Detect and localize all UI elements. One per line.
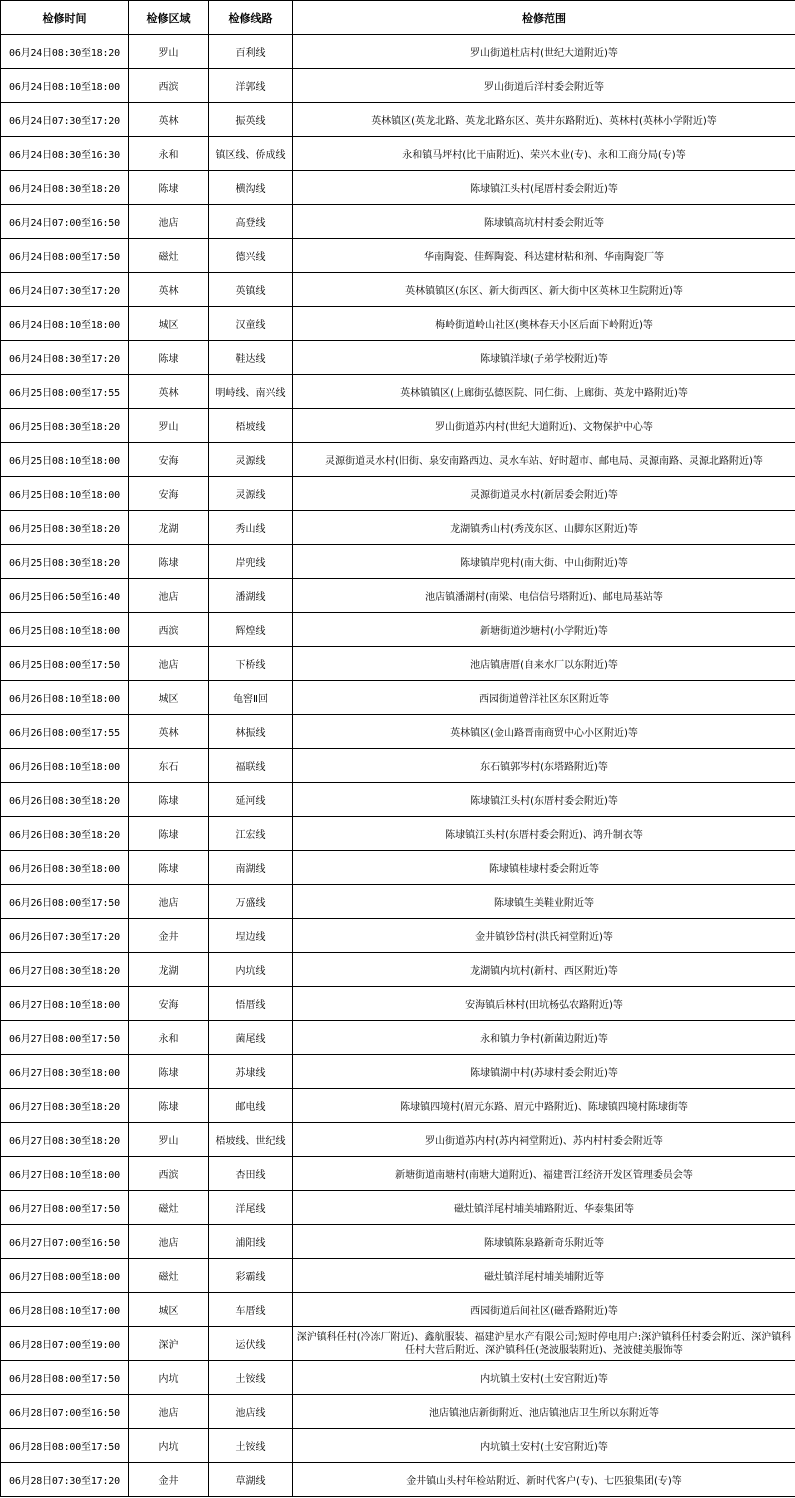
area-cell: 英林 [129,103,209,137]
time-cell: 06月24日08:10至18:00 [1,69,129,103]
time-cell: 06月26日08:00至17:50 [1,885,129,919]
table-row [1,681,795,715]
range-cell: 英林镇镇区(东区、新大街西区、新大街中区英林卫生院附近)等 [293,273,795,307]
range-cell: 龙湖镇秀山村(秀茂东区、山脚东区附近)等 [293,511,795,545]
table-row [1,477,795,511]
area-cell: 金井 [129,1463,209,1497]
area-cell: 东石 [129,749,209,783]
time-cell: 06月28日08:10至17:00 [1,1293,129,1327]
time-cell: 06月27日08:00至17:50 [1,1191,129,1225]
table-row [1,171,795,205]
range-cell: 内坑镇土安村(土安宫附近)等 [293,1429,795,1463]
time-cell: 06月25日08:30至18:20 [1,409,129,443]
range-cell: 西园街道曾洋社区东区附近等 [293,681,795,715]
area-cell: 磁灶 [129,1191,209,1225]
table-row [1,885,795,919]
range-cell: 新塘街道南塘村(南塘大道附近)、福建晋江经济开发区管理委员会等 [293,1157,795,1191]
area-cell: 池店 [129,579,209,613]
range-cell: 安海镇后林村(田坑杨弘农路附近)等 [293,987,795,1021]
range-cell: 英林镇区(金山路晋南商贸中心小区附近)等 [293,715,795,749]
area-cell: 陈埭 [129,783,209,817]
table-row [1,545,795,579]
line-cell: 悟厝线 [209,987,293,1021]
line-cell: 梧坡线 [209,409,293,443]
time-cell: 06月24日08:00至17:50 [1,239,129,273]
table-row [1,953,795,987]
range-cell: 陈埭镇桂埭村委会附近等 [293,851,795,885]
time-cell: 06月27日08:10至18:00 [1,987,129,1021]
table-row [1,1021,795,1055]
range-cell: 罗山街道苏内村(世纪大道附近)、文物保护中心等 [293,409,795,443]
line-cell: 英镇线 [209,273,293,307]
range-cell: 英林镇镇区(上廊街弘德医院、同仁街、上廊街、英龙中路附近)等 [293,375,795,409]
line-cell: 明峙线、南兴线 [209,375,293,409]
range-cell: 磁灶镇洋尾村埔美埔路附近、华泰集团等 [293,1191,795,1225]
time-cell: 06月24日07:00至16:50 [1,205,129,239]
time-cell: 06月27日08:10至18:00 [1,1157,129,1191]
time-cell: 06月28日07:00至16:50 [1,1395,129,1429]
line-cell: 林振线 [209,715,293,749]
range-cell: 金井镇钞岱村(洪氏祠堂附近)等 [293,919,795,953]
line-cell: 高登线 [209,205,293,239]
line-cell: 鞋达线 [209,341,293,375]
time-cell: 06月27日08:30至18:20 [1,953,129,987]
range-cell: 灵源街道灵水村(新居委会附近)等 [293,477,795,511]
line-cell: 下桥线 [209,647,293,681]
table-row [1,715,795,749]
time-cell: 06月25日08:10至18:00 [1,613,129,647]
range-cell: 罗山街道杜店村(世纪大道附近)等 [293,35,795,69]
table-row [1,69,795,103]
range-cell: 陈埭镇岸兜村(南大街、中山街附近)等 [293,545,795,579]
line-cell: 灵源线 [209,477,293,511]
area-cell: 池店 [129,1225,209,1259]
range-cell: 灵源街道灵水村(旧街、泉安南路西边、灵水车站、好时超市、邮电局、灵源南路、灵源北路附近)等 [293,443,795,477]
table-row [1,749,795,783]
time-cell: 06月27日08:00至18:00 [1,1259,129,1293]
area-cell: 池店 [129,647,209,681]
range-cell: 陈埭镇洋埭(子弟学校附近)等 [293,341,795,375]
area-cell: 龙湖 [129,953,209,987]
table-row [1,1055,795,1089]
range-cell: 金井镇山头村年检站附近、新时代客户(专)、七匹狼集团(专)等 [293,1463,795,1497]
line-cell: 运伏线 [209,1327,293,1361]
area-cell: 内坑 [129,1361,209,1395]
table-row [1,137,795,171]
area-cell: 内坑 [129,1429,209,1463]
table-row [1,647,795,681]
table-row [1,579,795,613]
header-line: 检修线路 [209,1,293,35]
line-cell: 灵源线 [209,443,293,477]
time-cell: 06月28日07:30至17:20 [1,1463,129,1497]
range-cell: 永和镇马坪村(比干庙附近)、荣兴木业(专)、永和工商分局(专)等 [293,137,795,171]
line-cell: 苏埭线 [209,1055,293,1089]
line-cell: 秀山线 [209,511,293,545]
line-cell: 土铵线 [209,1361,293,1395]
area-cell: 磁灶 [129,239,209,273]
line-cell: 辉煌线 [209,613,293,647]
time-cell: 06月25日08:10至18:00 [1,443,129,477]
area-cell: 永和 [129,1021,209,1055]
range-cell: 池店镇唐厝(自来水厂以东附近)等 [293,647,795,681]
time-cell: 06月24日08:30至18:20 [1,171,129,205]
time-cell: 06月27日08:30至18:00 [1,1055,129,1089]
table-row [1,1191,795,1225]
range-cell: 陈埭镇江头村(尾厝村委会附近)等 [293,171,795,205]
area-cell: 英林 [129,273,209,307]
line-cell: 车厝线 [209,1293,293,1327]
time-cell: 06月25日08:00至17:50 [1,647,129,681]
time-cell: 06月28日08:00至17:50 [1,1361,129,1395]
table-header-row [1,1,795,35]
area-cell: 陈埭 [129,545,209,579]
table-row [1,35,795,69]
line-cell: 万盛线 [209,885,293,919]
table-row [1,443,795,477]
table-row [1,273,795,307]
time-cell: 06月24日08:30至18:20 [1,35,129,69]
line-cell: 潘湖线 [209,579,293,613]
table-row [1,341,795,375]
time-cell: 06月26日08:10至18:00 [1,749,129,783]
table-row [1,987,795,1021]
line-cell: 洋郭线 [209,69,293,103]
table-row [1,851,795,885]
line-cell: 洋尾线 [209,1191,293,1225]
time-cell: 06月25日08:30至18:20 [1,511,129,545]
line-cell: 邮电线 [209,1089,293,1123]
line-cell: 横沟线 [209,171,293,205]
range-cell: 东石镇郭岑村(东塔路附近)等 [293,749,795,783]
time-cell: 06月26日07:30至17:20 [1,919,129,953]
header-range: 检修范围 [293,1,795,35]
time-cell: 06月26日08:10至18:00 [1,681,129,715]
table-row [1,919,795,953]
area-cell: 城区 [129,307,209,341]
area-cell: 深沪 [129,1327,209,1361]
area-cell: 安海 [129,987,209,1021]
area-cell: 磁灶 [129,1259,209,1293]
area-cell: 陈埭 [129,1089,209,1123]
line-cell: 福联线 [209,749,293,783]
area-cell: 陈埭 [129,817,209,851]
time-cell: 06月26日08:30至18:20 [1,783,129,817]
table-row [1,783,795,817]
area-cell: 陈埭 [129,341,209,375]
area-cell: 英林 [129,715,209,749]
time-cell: 06月25日08:10至18:00 [1,477,129,511]
table-row [1,511,795,545]
area-cell: 池店 [129,1395,209,1429]
table-row [1,1395,795,1429]
table-row [1,1089,795,1123]
area-cell: 龙湖 [129,511,209,545]
range-cell: 新塘街道沙塘村(小学附近)等 [293,613,795,647]
time-cell: 06月25日08:30至18:20 [1,545,129,579]
table-body [1,35,795,1497]
time-cell: 06月24日08:30至16:30 [1,137,129,171]
area-cell: 罗山 [129,35,209,69]
range-cell: 池店镇潘湖村(南梁、电信信号塔附近)、邮电局基站等 [293,579,795,613]
range-cell: 西园街道后间社区(磁香路附近)等 [293,1293,795,1327]
time-cell: 06月28日08:00至17:50 [1,1429,129,1463]
range-cell: 华南陶瓷、佳辉陶瓷、科达建材粘和剂、华南陶瓷厂等 [293,239,795,273]
time-cell: 06月28日07:00至19:00 [1,1327,129,1361]
table-row [1,1225,795,1259]
area-cell: 金井 [129,919,209,953]
range-cell: 罗山街道苏内村(苏内祠堂附近)、苏内村村委会附近等 [293,1123,795,1157]
line-cell: 江宏线 [209,817,293,851]
line-cell: 内坑线 [209,953,293,987]
time-cell: 06月25日06:50至16:40 [1,579,129,613]
time-cell: 06月26日08:30至18:20 [1,817,129,851]
area-cell: 罗山 [129,1123,209,1157]
area-cell: 罗山 [129,409,209,443]
table-row [1,817,795,851]
range-cell: 陈埭镇江头村(东厝村委会附近)等 [293,783,795,817]
line-cell: 振英线 [209,103,293,137]
area-cell: 西滨 [129,613,209,647]
table-row [1,613,795,647]
table-row [1,1293,795,1327]
line-cell: 岸兜线 [209,545,293,579]
range-cell: 罗山街道后洋村委会附近等 [293,69,795,103]
area-cell: 陈埭 [129,171,209,205]
line-cell: 百利线 [209,35,293,69]
table-row [1,1157,795,1191]
area-cell: 城区 [129,1293,209,1327]
range-cell: 英林镇区(英龙北路、英龙北路东区、英井东路附近)、英林村(英林小学附近)等 [293,103,795,137]
range-cell: 永和镇力争村(新菌边附近)等 [293,1021,795,1055]
range-cell: 陈埭镇四境村(眉元东路、眉元中路附近)、陈埭镇四境村陈埭街等 [293,1089,795,1123]
time-cell: 06月27日08:30至18:20 [1,1089,129,1123]
table-row [1,205,795,239]
table-row [1,1259,795,1293]
area-cell: 安海 [129,477,209,511]
table-row [1,1123,795,1157]
table-row [1,1429,795,1463]
time-cell: 06月24日08:30至17:20 [1,341,129,375]
range-cell: 内坑镇土安村(土安宫附近)等 [293,1361,795,1395]
area-cell: 城区 [129,681,209,715]
header-time: 检修时间 [1,1,129,35]
area-cell: 英林 [129,375,209,409]
line-cell: 汉童线 [209,307,293,341]
table-row [1,1327,795,1361]
line-cell: 镇区线、侨成线 [209,137,293,171]
time-cell: 06月27日08:00至17:50 [1,1021,129,1055]
range-cell: 陈埭镇陈泉路新奇乐附近等 [293,1225,795,1259]
line-cell: 池店线 [209,1395,293,1429]
line-cell: 埕边线 [209,919,293,953]
area-cell: 安海 [129,443,209,477]
table-row [1,409,795,443]
time-cell: 06月26日08:30至18:00 [1,851,129,885]
table-row [1,307,795,341]
line-cell: 龟窖Ⅱ回 [209,681,293,715]
area-cell: 永和 [129,137,209,171]
time-cell: 06月25日08:00至17:55 [1,375,129,409]
line-cell: 草湖线 [209,1463,293,1497]
header-area: 检修区域 [129,1,209,35]
range-cell: 龙湖镇内坑村(新村、西区附近)等 [293,953,795,987]
line-cell: 德兴线 [209,239,293,273]
range-cell: 深沪镇科任村(冷冻厂附近)、鑫航服装、福建沪星水产有限公司;短时停电用户:深沪镇科任村委会附近、深沪镇科任村大营后附近、深沪镇科任(尧波服装附近)、尧波健美服饰等 [293,1327,795,1361]
line-cell: 延河线 [209,783,293,817]
line-cell: 菌尾线 [209,1021,293,1055]
table-row [1,103,795,137]
line-cell: 南湖线 [209,851,293,885]
table-row [1,1361,795,1395]
time-cell: 06月24日08:10至18:00 [1,307,129,341]
time-cell: 06月27日08:30至18:20 [1,1123,129,1157]
range-cell: 陈埭镇高坑村村委会附近等 [293,205,795,239]
time-cell: 06月24日07:30至17:20 [1,103,129,137]
time-cell: 06月24日07:30至17:20 [1,273,129,307]
range-cell: 陈埭镇生美鞋业附近等 [293,885,795,919]
table-row [1,375,795,409]
line-cell: 土铵线 [209,1429,293,1463]
line-cell: 梧坡线、世纪线 [209,1123,293,1157]
area-cell: 西滨 [129,69,209,103]
line-cell: 杏田线 [209,1157,293,1191]
range-cell: 陈埭镇江头村(东厝村委会附近)、鸿升制衣等 [293,817,795,851]
line-cell: 浦阳线 [209,1225,293,1259]
range-cell: 磁灶镇洋尾村埔美埔附近等 [293,1259,795,1293]
line-cell: 彩霸线 [209,1259,293,1293]
range-cell: 陈埭镇湖中村(苏埭村委会附近)等 [293,1055,795,1089]
area-cell: 池店 [129,885,209,919]
area-cell: 池店 [129,205,209,239]
range-cell: 池店镇池店新街附近、池店镇池店卫生所以东附近等 [293,1395,795,1429]
area-cell: 陈埭 [129,851,209,885]
time-cell: 06月26日08:00至17:55 [1,715,129,749]
table-row [1,1463,795,1497]
time-cell: 06月27日07:00至16:50 [1,1225,129,1259]
area-cell: 陈埭 [129,1055,209,1089]
range-cell: 梅岭街道岭山社区(奥林春天小区后面下岭附近)等 [293,307,795,341]
table-row [1,239,795,273]
area-cell: 西滨 [129,1157,209,1191]
